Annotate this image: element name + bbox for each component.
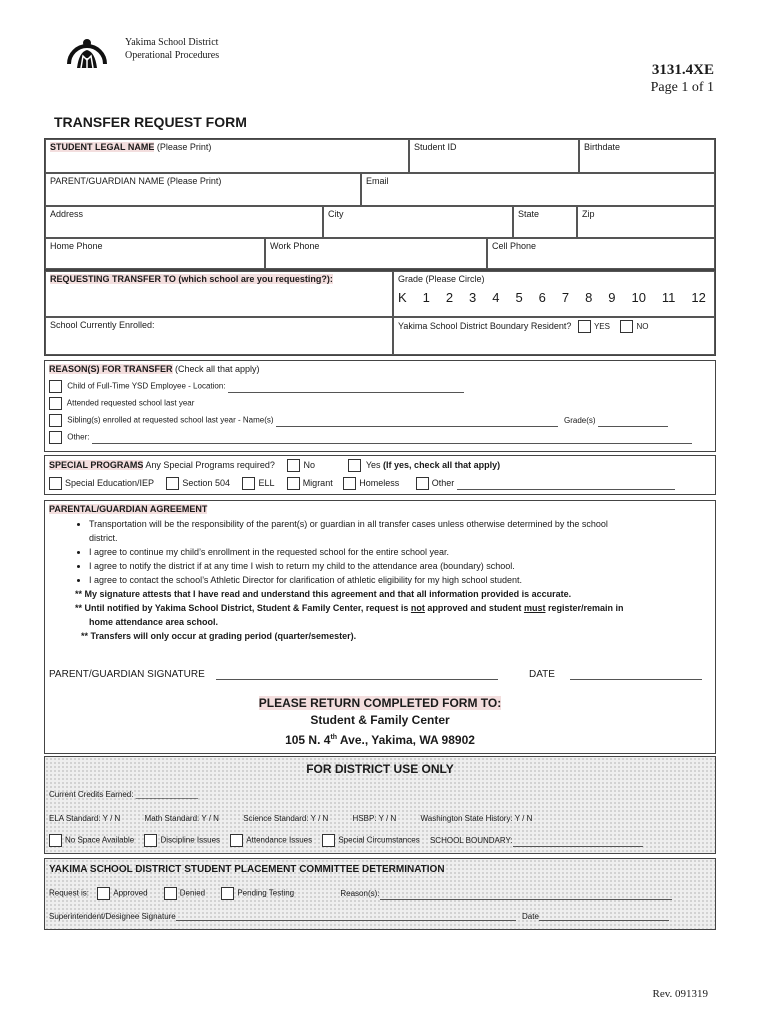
committee-section <box>44 858 716 930</box>
city-cell[interactable] <box>323 206 513 238</box>
grade-option-k[interactable]: K <box>398 290 407 305</box>
signature-label: PARENT/GUARDIAN SIGNATURE <box>49 669 205 680</box>
special-no-checkbox[interactable] <box>287 459 300 472</box>
sibling-checkbox[interactable] <box>49 414 62 427</box>
attendance-checkbox[interactable] <box>230 834 243 847</box>
other-program-label: Other <box>431 477 455 488</box>
grade-option-1[interactable]: 1 <box>422 290 430 305</box>
sibling-names-field[interactable] <box>276 417 558 427</box>
attended-label: Attended requested school last year <box>66 398 195 408</box>
math-standard: Math Standard: Y / N <box>144 814 219 823</box>
requesting-school-cell[interactable] <box>45 271 393 317</box>
grade-option-6[interactable]: 6 <box>538 290 546 305</box>
other-program-field[interactable] <box>457 480 675 490</box>
superintendent-signature-label: Superintendent/Designee Signature <box>49 912 176 921</box>
address-label: Address <box>50 209 84 219</box>
pending-checkbox[interactable] <box>221 887 234 900</box>
ell-checkbox[interactable] <box>242 477 255 490</box>
home-phone-label: Home Phone <box>50 241 103 251</box>
approved-checkbox[interactable] <box>97 887 110 900</box>
special-ed-checkbox[interactable] <box>49 477 62 490</box>
cell-phone-label: Cell Phone <box>492 241 537 251</box>
return-org: Student & Family Center <box>310 713 450 727</box>
child-employee-label: Child of Full-Time YSD Employee - Location: <box>67 381 226 391</box>
pending-label: Pending Testing <box>237 888 295 898</box>
special-no-label: No <box>303 459 315 470</box>
return-title: PLEASE RETURN COMPLETED FORM TO: <box>258 696 502 710</box>
special-yes-checkbox[interactable] <box>348 459 361 472</box>
grade-option-9[interactable]: 9 <box>608 290 616 305</box>
no-space-checkbox[interactable] <box>49 834 62 847</box>
no-space-label: No Space Available <box>65 835 135 845</box>
grade-option-10[interactable]: 10 <box>631 290 646 305</box>
grade-option-2[interactable]: 2 <box>445 290 454 305</box>
request-is-label: Request is: <box>49 888 90 898</box>
procedures-label: Operational Procedures <box>125 50 220 61</box>
student-name-cell[interactable] <box>45 139 409 173</box>
sibling-grades-field[interactable] <box>598 417 668 427</box>
grade-cell <box>393 271 715 317</box>
grade-option-8[interactable]: 8 <box>585 290 593 305</box>
grade-options <box>398 290 710 305</box>
committee-reasons-label: Reason(s): <box>340 888 380 898</box>
grade-option-12[interactable]: 12 <box>691 290 706 305</box>
reasons-note: (Check all that apply) <box>175 364 260 374</box>
state-label: State <box>518 209 540 219</box>
section-504-checkbox[interactable] <box>166 477 179 490</box>
agreement-bullet-enrollment: • I agree to continue my child’s enrollment in the requested school for the entire school year. <box>89 545 715 559</box>
migrant-checkbox[interactable] <box>287 477 300 490</box>
boundary-yes-label: YES <box>593 321 610 331</box>
current-school-label: School Currently Enrolled: <box>50 320 155 330</box>
agreement-attest: ** My signature attests that I have read and understand this agreement and that all information provided is accurate. <box>75 589 572 599</box>
boundary-school-field[interactable] <box>513 837 643 847</box>
child-employee-checkbox[interactable] <box>49 380 62 393</box>
address-cell[interactable] <box>45 206 323 238</box>
district-use-title: FOR DISTRICT USE ONLY <box>306 762 454 776</box>
agreement-date-label: DATE <box>529 669 555 680</box>
agreement-until-notified: ** Until notified by Yakima School District, Student & Family Center, request is not approved and student must register/remain in <box>75 603 624 613</box>
committee-reasons-field[interactable] <box>380 890 672 900</box>
boundary-resident-cell <box>393 317 715 355</box>
birthdate-label: Birthdate <box>584 142 621 152</box>
other-reason-label: Other: <box>67 432 90 442</box>
committee-title: YAKIMA SCHOOL DISTRICT STUDENT PLACEMENT COMMITTEE DETERMINATION <box>49 864 445 875</box>
student-name-note: (Please Print) <box>156 142 212 152</box>
grade-label: Grade (Please Circle) <box>398 274 485 284</box>
discipline-label: Discipline Issues <box>160 835 221 845</box>
cell-phone-cell[interactable] <box>487 238 715 269</box>
work-phone-cell[interactable] <box>265 238 487 269</box>
special-programs-question: Any Special Programs required? <box>145 459 275 470</box>
parent-name-label: PARENT/GUARDIAN NAME (Please Print) <box>50 176 222 186</box>
agreement-bullet-notify: • I agree to notify the district if at any time I wish to return my child to the attendance area (boundary) school. <box>89 559 715 573</box>
grade-option-3[interactable]: 3 <box>469 290 477 305</box>
student-id-cell[interactable] <box>409 139 579 173</box>
boundary-label: Yakima School District Boundary Resident? <box>398 320 572 331</box>
child-employee-location-field[interactable] <box>228 383 464 393</box>
special-circ-label: Special Circumstances <box>338 835 420 845</box>
district-name: Yakima School District <box>125 37 219 48</box>
boundary-no-checkbox[interactable] <box>620 320 633 333</box>
requesting-label: REQUESTING TRANSFER TO (which school are you requesting?): <box>50 274 333 284</box>
parent-name-cell[interactable] <box>45 173 361 206</box>
ell-label: ELL <box>258 477 275 488</box>
other-reason-checkbox[interactable] <box>49 431 62 444</box>
reasons-title: REASON(S) FOR TRANSFER <box>49 364 173 374</box>
agreement-section <box>44 500 716 754</box>
denied-checkbox[interactable] <box>164 887 177 900</box>
boundary-school-label: SCHOOL BOUNDARY: <box>429 835 513 845</box>
district-use-section <box>44 756 716 854</box>
attended-checkbox[interactable] <box>49 397 62 410</box>
email-cell[interactable] <box>361 173 715 206</box>
agreement-date-field[interactable] <box>570 670 702 680</box>
agreement-bullet-athletic: • I agree to contact the school’s Athletic Director for clarification of athletic eligibility for my high school student. <box>89 573 715 587</box>
special-programs-section <box>44 455 716 495</box>
committee-date-label: Date <box>522 912 539 921</box>
other-reason-field[interactable] <box>92 434 692 444</box>
hsbp: HSBP: Y / N <box>352 814 397 823</box>
superintendent-signature-field[interactable] <box>176 911 516 921</box>
committee-date-field[interactable] <box>539 911 669 921</box>
science-standard: Science Standard: Y / N <box>243 814 329 823</box>
state-cell[interactable] <box>513 206 577 238</box>
district-logo-icon <box>63 34 111 74</box>
requesting-section <box>44 270 716 356</box>
ela-standard: ELA Standard: Y / N <box>49 814 121 823</box>
student-id-label: Student ID <box>414 142 457 152</box>
signature-field[interactable] <box>216 670 498 680</box>
special-yes-label: Yes <box>365 459 381 470</box>
sibling-label: Sibling(s) enrolled at requested school last year - Name(s) <box>67 415 274 425</box>
email-label: Email <box>366 176 389 186</box>
return-address: 105 N. 4th Ave., Yakima, WA 98902 <box>285 733 475 747</box>
section-504-label: Section 504 <box>182 477 230 488</box>
agreement-title: PARENTAL/GUARDIAN AGREEMENT <box>49 504 208 514</box>
work-phone-label: Work Phone <box>270 241 320 251</box>
reasons-section <box>44 360 716 452</box>
district-logo <box>63 34 111 74</box>
denied-label: Denied <box>179 888 206 898</box>
student-name-label: STUDENT LEGAL NAME <box>50 142 155 152</box>
special-circ-checkbox[interactable] <box>322 834 335 847</box>
agreement-bullet-transportation: • Transportation will be the responsibility of the parent(s) or guardian in all transfer cases unless otherwise determined by the school district. <box>89 517 715 545</box>
student-info-section <box>44 138 716 270</box>
grade-option-5[interactable]: 5 <box>515 290 523 305</box>
migrant-label: Migrant <box>302 477 333 488</box>
grade-option-4[interactable]: 4 <box>492 290 500 305</box>
homeless-checkbox[interactable] <box>343 477 356 490</box>
zip-label: Zip <box>582 209 595 219</box>
homeless-label: Homeless <box>359 477 400 488</box>
grade-option-11[interactable]: 11 <box>661 290 676 305</box>
sibling-grades-label: Grade(s) <box>564 415 596 425</box>
boundary-no-label: NO <box>636 321 649 331</box>
zip-cell[interactable] <box>577 206 715 238</box>
form-code: 3131.4XE <box>651 62 714 78</box>
other-program-checkbox[interactable] <box>416 477 429 490</box>
page-number: Page 1 of 1 <box>650 80 714 95</box>
special-programs-title: SPECIAL PROGRAMS <box>49 459 144 470</box>
discipline-checkbox[interactable] <box>144 834 157 847</box>
attendance-label: Attendance Issues <box>246 835 313 845</box>
agreement-grading-period: ** Transfers will only occur at grading period (quarter/semester). <box>81 631 357 641</box>
special-yes-note: (If yes, check all that apply) <box>383 459 501 470</box>
revision-label: Rev. 091319 <box>652 988 708 1000</box>
credits-earned: Current Credits Earned: ______________ <box>49 790 198 799</box>
current-school-cell[interactable] <box>45 317 393 355</box>
special-ed-label: Special Education/IEP <box>65 477 154 488</box>
grade-option-7[interactable]: 7 <box>561 290 570 305</box>
birthdate-cell[interactable] <box>579 139 715 173</box>
agreement-until-notified-cont: home attendance area school. <box>89 617 219 627</box>
home-phone-cell[interactable] <box>45 238 265 269</box>
city-label: City <box>328 209 344 219</box>
boundary-yes-checkbox[interactable] <box>578 320 591 333</box>
wa-history: Washington State History: Y / N <box>420 814 533 823</box>
form-title: TRANSFER REQUEST FORM <box>54 114 247 130</box>
approved-label: Approved <box>113 888 148 898</box>
